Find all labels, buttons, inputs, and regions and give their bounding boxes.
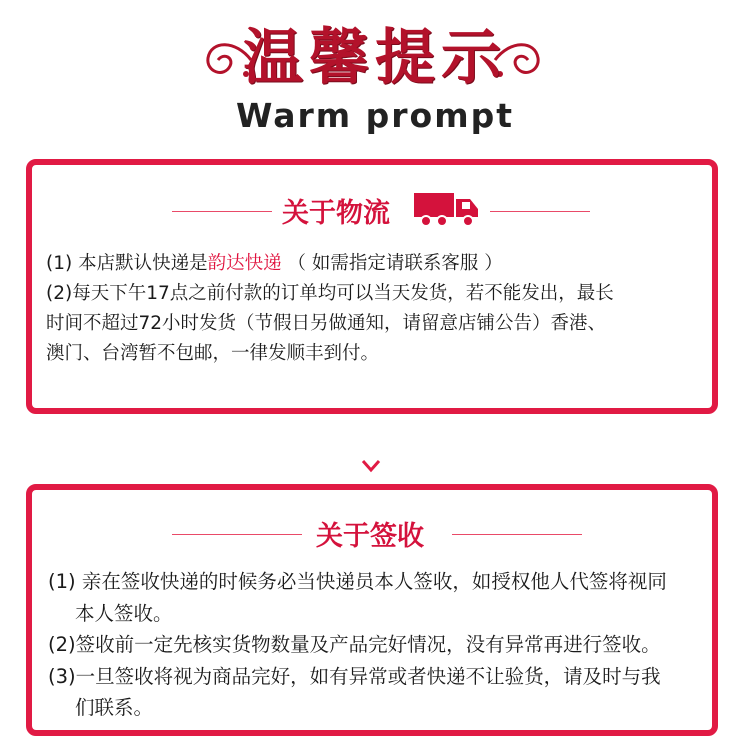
- signing-item-3: (3)一旦签收将视为商品完好，如有异常或者快递不让验货，请及时与我: [48, 664, 661, 688]
- logistics-heading-row: [32, 189, 712, 229]
- divider-line: [172, 211, 272, 212]
- page-title: 温馨提示: [243, 23, 507, 93]
- chevron-down-icon: [359, 453, 383, 477]
- logistics-card: [26, 159, 718, 414]
- courier-name: 韵达快递: [207, 253, 282, 274]
- logistics-line-3: 时间不超过72小时发货（节假日另做通知，请留意店铺公告）香港、: [46, 313, 607, 334]
- signing-heading: 关于签收: [316, 521, 424, 552]
- divider-line: [490, 211, 590, 212]
- signing-card: [26, 484, 718, 736]
- signing-item-1: (1) 亲在签收快递的时候务必当快递员本人签收，如授权他人代签将视同: [48, 570, 667, 593]
- page-subtitle: Warm prompt: [236, 96, 514, 135]
- signing-item-1-cont: 本人签收。: [75, 601, 173, 625]
- divider-line: [452, 534, 582, 535]
- signing-heading-row: [32, 512, 712, 552]
- logistics-line-1-suffix: （ 如需指定请联系客服 ）: [281, 253, 503, 274]
- divider-line: [172, 534, 302, 535]
- logistics-line-1: [46, 249, 702, 279]
- logistics-line-1-prefix: (1) 本店默认快递是: [46, 253, 208, 274]
- logistics-body: [46, 249, 702, 369]
- signing-body: [48, 566, 702, 724]
- logistics-line-4: 澳门、台湾暂不包邮，一律发顺丰到付。: [46, 343, 380, 364]
- logistics-line-2: (2)每天下午17点之前付款的订单均可以当天发货，若不能发出，最长: [46, 283, 614, 304]
- signing-item-3-cont: 们联系。: [75, 696, 154, 719]
- truck-icon: [412, 189, 482, 229]
- signing-item-2: (2)签收前一定先核实货物数量及产品完好情况，没有异常再进行签收。: [48, 633, 661, 656]
- logistics-heading: 关于物流: [282, 198, 390, 229]
- header: [0, 0, 750, 150]
